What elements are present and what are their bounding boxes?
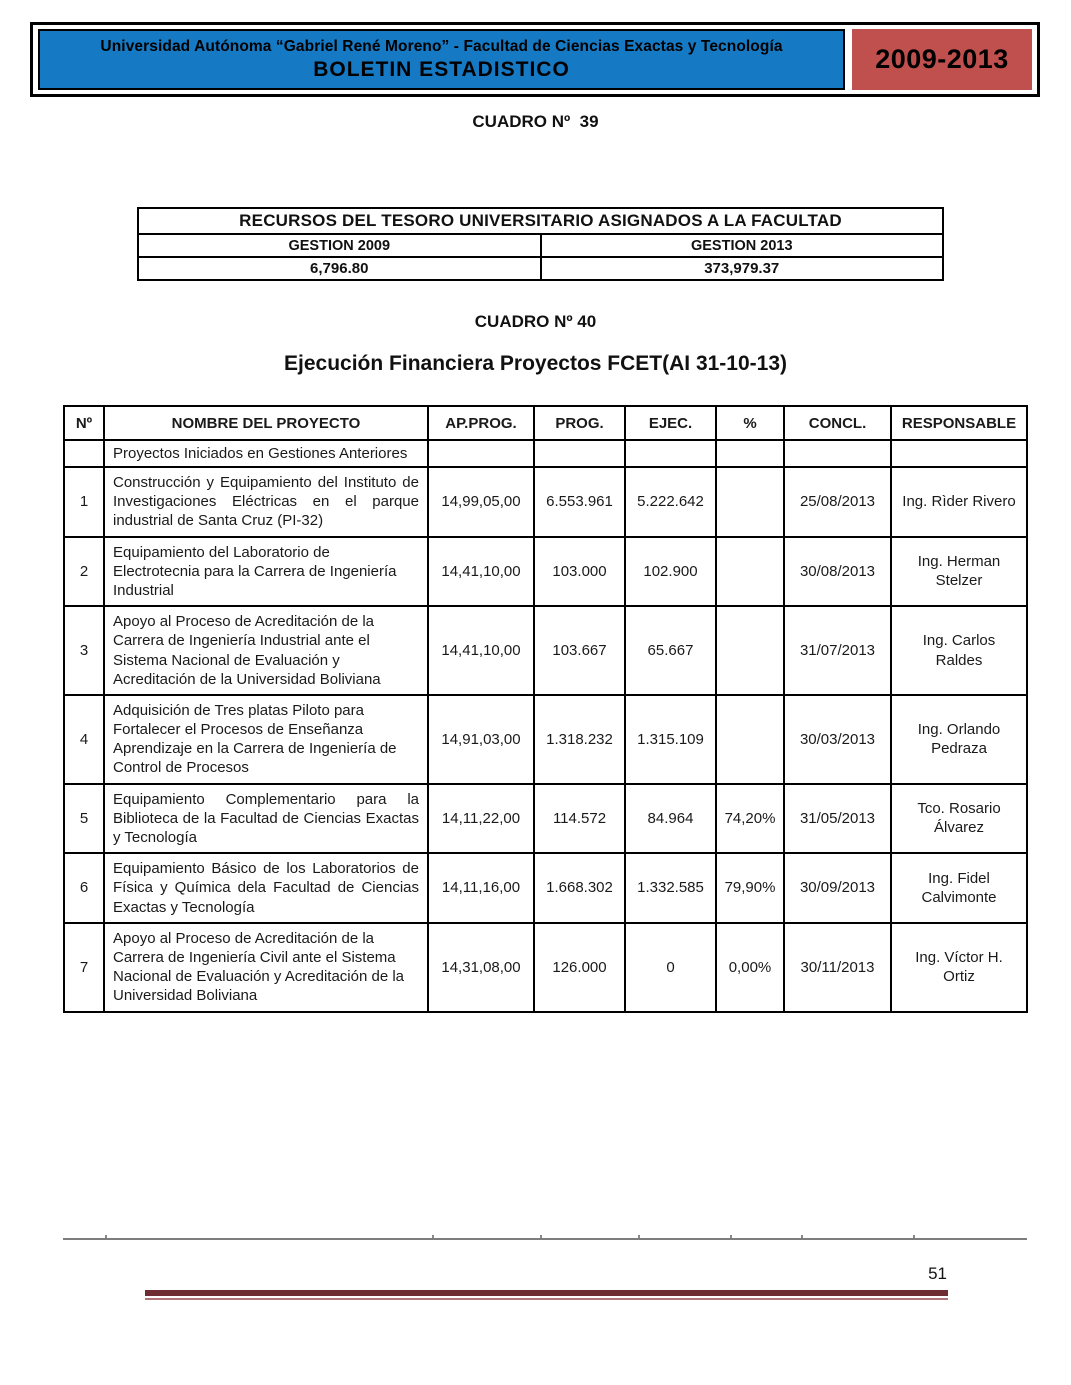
cell-ap-prog: 14,31,08,00 [428, 923, 534, 1012]
cell-concl: 25/08/2013 [784, 467, 891, 537]
cell-num: 6 [64, 853, 104, 923]
column-header-ejec: EJEC. [625, 406, 716, 440]
value-gestion-2009: 6,796.80 [138, 257, 541, 280]
cell-nombre: Adquisición de Tres platas Piloto para Fortalecer el Procesos de Enseñanza Aprendizaje en la Carrera de Ingeniería de Control de Procesos [104, 695, 428, 784]
empty-cell [784, 440, 891, 467]
cell-num: 1 [64, 467, 104, 537]
page-number: 51 [928, 1264, 947, 1283]
footer-rule-thin-line [145, 1298, 948, 1300]
column-header-responsable: RESPONSABLE [891, 406, 1027, 440]
cell-ap-prog: 14,11,16,00 [428, 853, 534, 923]
cell-responsable: Ing. Orlando Pedraza [891, 695, 1027, 784]
cell-num: 2 [64, 537, 104, 607]
cell-ejec: 0 [625, 923, 716, 1012]
cell-prog: 126.000 [534, 923, 625, 1012]
cell-ap-prog: 14,99,05,00 [428, 467, 534, 537]
cell-responsable: Ing. Herman Stelzer [891, 537, 1027, 607]
cell-responsable: Ing. Víctor H. Ortiz [891, 923, 1027, 1012]
cell-concl: 30/09/2013 [784, 853, 891, 923]
resources-table-value-row [138, 257, 943, 280]
cell-prog: 1.668.302 [534, 853, 625, 923]
ghost-tick [105, 1235, 107, 1238]
cell-ejec: 5.222.642 [625, 467, 716, 537]
section-label: Proyectos Iniciados en Gestiones Anteriores [104, 440, 428, 467]
cell-num: 5 [64, 784, 104, 854]
cell-ap-prog: 14,11,22,00 [428, 784, 534, 854]
cell-concl: 31/07/2013 [784, 606, 891, 695]
resources-table [137, 207, 944, 281]
institution-name: Universidad Autónoma “Gabriel René Moreno” - Facultad de Ciencias Exactas y Tecnología [100, 38, 783, 56]
cell-num: 3 [64, 606, 104, 695]
projects-table-header-row [64, 406, 1027, 440]
table-row [64, 467, 1027, 537]
table-row [64, 537, 1027, 607]
cell-concl: 30/11/2013 [784, 923, 891, 1012]
cell-pct: 74,20% [716, 784, 784, 854]
resources-table-title-row [138, 208, 943, 234]
column-header-gestion-2009: GESTION 2009 [138, 234, 541, 257]
cell-pct [716, 537, 784, 607]
cell-prog: 114.572 [534, 784, 625, 854]
cell-concl: 30/08/2013 [784, 537, 891, 607]
cell-nombre: Equipamiento Básico de los Laboratorios de Física y Química dela Facultad de Ciencias Exactas y Tecnología [104, 853, 428, 923]
bulletin-title: BOLETIN ESTADISTICO [313, 57, 570, 81]
empty-cell [891, 440, 1027, 467]
column-header-gestion-2013: GESTION 2013 [541, 234, 944, 257]
ghost-tick [913, 1235, 915, 1238]
cell-nombre: Equipamiento del Laboratorio de Electrotecnia para la Carrera de Ingeniería Industrial [104, 537, 428, 607]
cell-prog: 6.553.961 [534, 467, 625, 537]
ghost-tick [730, 1235, 732, 1238]
cell-ap-prog: 14,41,10,00 [428, 537, 534, 607]
column-header-pct: % [716, 406, 784, 440]
cell-ejec: 1.332.585 [625, 853, 716, 923]
column-header-concl: CONCL. [784, 406, 891, 440]
column-header-nombre: NOMBRE DEL PROYECTO [104, 406, 428, 440]
table-row [64, 853, 1027, 923]
column-header-ap-prog: AP.PROG. [428, 406, 534, 440]
cell-concl: 31/05/2013 [784, 784, 891, 854]
cell-concl: 30/03/2013 [784, 695, 891, 784]
table-row [64, 784, 1027, 854]
cell-ap-prog: 14,41,10,00 [428, 606, 534, 695]
resources-table-title: RECURSOS DEL TESORO UNIVERSITARIO ASIGNADOS A LA FACULTAD [138, 208, 943, 234]
cell-num: 7 [64, 923, 104, 1012]
ghost-tick [432, 1235, 434, 1238]
resources-table-header-row [138, 234, 943, 257]
cell-ejec: 102.900 [625, 537, 716, 607]
cell-prog: 1.318.232 [534, 695, 625, 784]
cell-responsable: Ing. Carlos Raldes [891, 606, 1027, 695]
cell-pct: 0,00% [716, 923, 784, 1012]
ghost-tick [801, 1235, 803, 1238]
empty-cell [428, 440, 534, 467]
period-badge [852, 29, 1032, 90]
empty-cell [716, 440, 784, 467]
empty-cell [64, 440, 104, 467]
cell-responsable: Ing. Fidel Calvimonte [891, 853, 1027, 923]
ghost-tick [540, 1235, 542, 1238]
empty-cell [625, 440, 716, 467]
cuadro-40-subtitle: Ejecución Financiera Proyectos FCET(AI 31-10-13) [284, 352, 787, 375]
cell-ap-prog: 14,91,03,00 [428, 695, 534, 784]
document-header [30, 22, 1040, 97]
cell-prog: 103.667 [534, 606, 625, 695]
cell-nombre: Construcción y Equipamiento del Instituto de Investigaciones Eléctricas en el parque industrial de Santa Cruz (PI-32) [104, 467, 428, 537]
ghost-tick [638, 1235, 640, 1238]
empty-table-bottom-line [63, 1238, 1027, 1240]
column-header-num: Nº [64, 406, 104, 440]
cell-pct [716, 467, 784, 537]
table-row [64, 695, 1027, 784]
cell-pct [716, 606, 784, 695]
projects-table [63, 405, 1028, 1013]
cell-ejec: 65.667 [625, 606, 716, 695]
column-header-prog: PROG. [534, 406, 625, 440]
cell-num: 4 [64, 695, 104, 784]
institution-banner [38, 29, 845, 90]
cuadro-39-heading: CUADRO Nº 39 [472, 112, 599, 131]
cell-nombre: Apoyo al Proceso de Acreditación de la Carrera de Ingeniería Civil ante el Sistema Nacional de Evaluación y Acreditación de la Universidad Boliviana [104, 923, 428, 1012]
cell-nombre: Apoyo al Proceso de Acreditación de la Carrera de Ingeniería Industrial ante el Sistema Nacional de Evaluación y Acreditación de la Universidad Boliviana [104, 606, 428, 695]
section-row [64, 440, 1027, 467]
cell-ejec: 84.964 [625, 784, 716, 854]
cell-prog: 103.000 [534, 537, 625, 607]
cell-ejec: 1.315.109 [625, 695, 716, 784]
value-gestion-2013: 373,979.37 [541, 257, 944, 280]
period-label: 2009-2013 [875, 44, 1009, 74]
cell-pct [716, 695, 784, 784]
table-row [64, 923, 1027, 1012]
cell-responsable: Ing. Rìder Rivero [891, 467, 1027, 537]
footer-rule [145, 1290, 948, 1300]
table-row [64, 606, 1027, 695]
cell-pct: 79,90% [716, 853, 784, 923]
projects-table-body [64, 440, 1027, 1012]
empty-cell [534, 440, 625, 467]
cell-responsable: Tco. Rosario Álvarez [891, 784, 1027, 854]
cell-nombre: Equipamiento Complementario para la Biblioteca de la Facultad de Ciencias Exactas y Tecnología [104, 784, 428, 854]
cuadro-40-heading: CUADRO Nº 40 [474, 312, 597, 331]
